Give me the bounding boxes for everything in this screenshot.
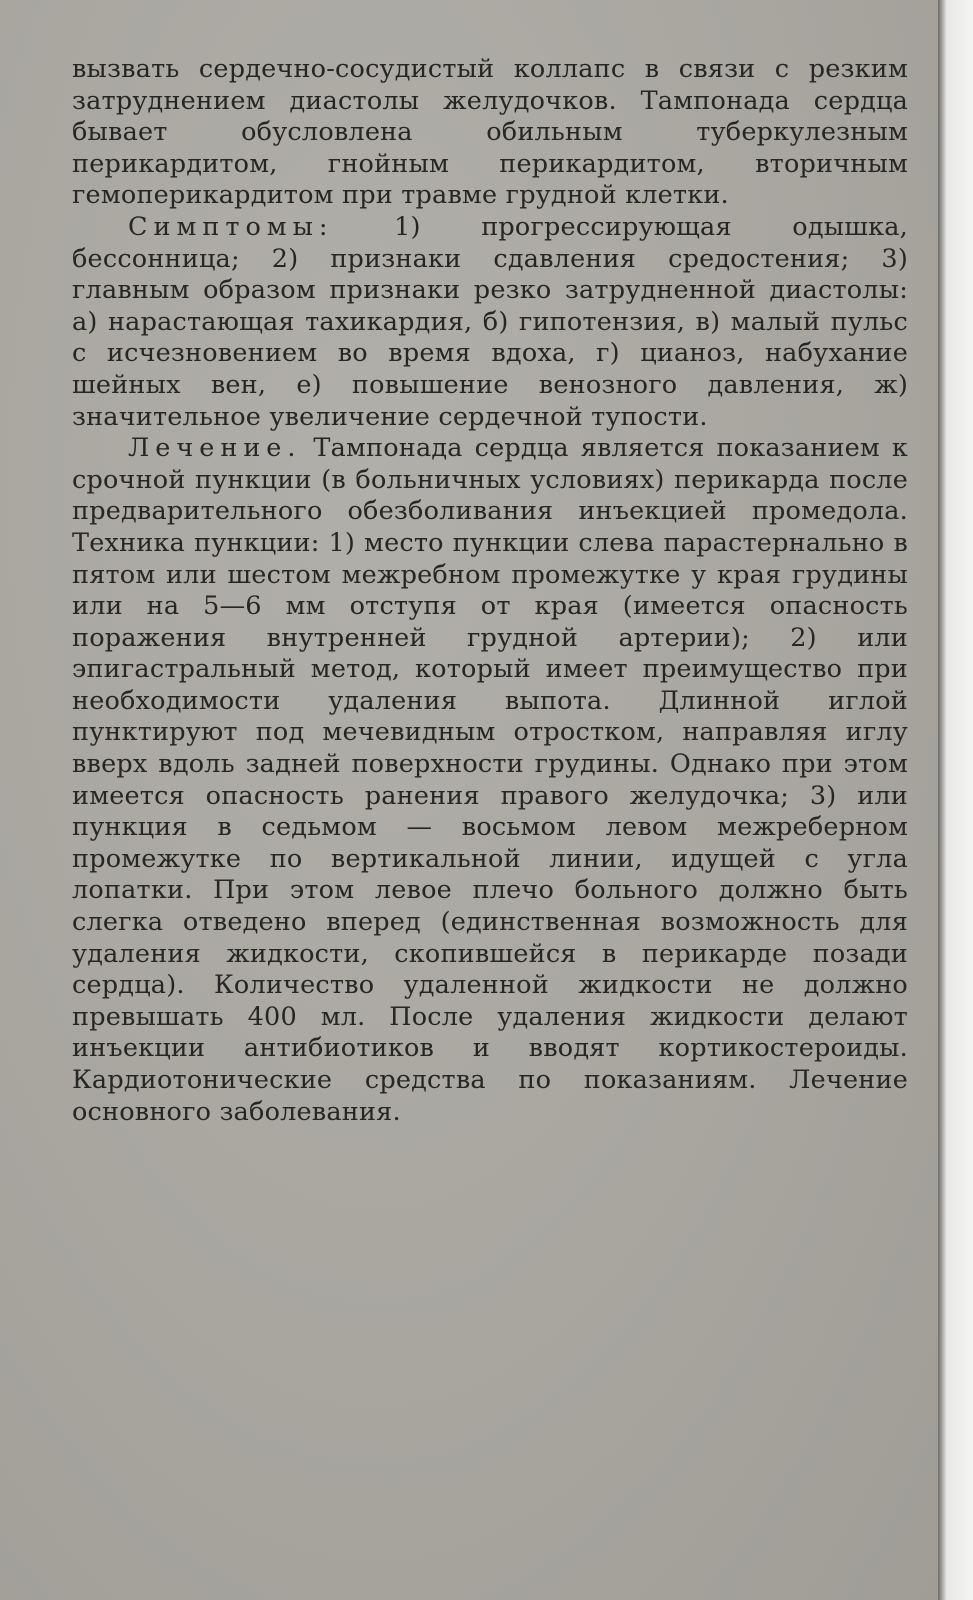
section-lead-treatment: Лечение. — [128, 433, 302, 464]
paragraph-continuation — [72, 54, 908, 212]
paragraph-symptoms — [72, 212, 908, 433]
paragraph-text: вызвать сердечно-сосудистый коллапс в связи с резким затруднением диастолы желудочков. Тампонада сердца бывает обусловлена обильным туберкулезным перикардитом, гнойным перикардитом, вторичным гемоперикардитом при травме грудной клетки. — [72, 54, 908, 211]
paragraph-treatment — [72, 433, 908, 1128]
page-edge — [938, 0, 973, 1600]
section-lead-symptoms: Симптомы: — [128, 211, 334, 242]
page-text — [72, 54, 908, 1128]
paragraph-text: Тампонада сердца является показанием к срочной пункции (в больничных условиях) перикарда после предварительного обезболивания инъекцией промедола. Техника пункции: 1) место пункции слева парастернально в пятом или шестом межребном промежутке у края грудины или на 5—6 мм отступя от края (имеется опасность поражения внутренней грудной артерии); 2) или эпигастральный метод, который имеет преимущество при необходимости удаления выпота. Длинной иглой пунктируют под мечевидным отростком, направляя иглу вверх вдоль задней поверхности грудины. Однако при этом имеется опасность ранения правого желудочка; 3) или пункция в седьмом — восьмом левом межреберном промежутке по вертикальной линии, идущей с угла лопатки. При этом левое плечо больного должно быть слегка отведено вперед (единственная возможность для удаления жидкости, скопившейся в перикарде позади сердца). Количество удаленной жидкости не должно превышать 400 мл. После удаления жидкости делают инъекции антибиотиков и вводят кортикостероиды. Кардиотонические средства по показаниям. Лечение основного заболевания. — [72, 433, 908, 1127]
paragraph-text: 1) прогрессирующая одышка, бессонница; 2) признаки сдавления средостения; 3) главным образом признаки резко затрудненной диастолы: а) нарастающая тахикардия, б) гипотензия, в) малый пульс с исчезновением во время вдоха, г) цианоз, набухание шейных вен, е) повышение венозного давления, ж) значительное увеличение сердечной тупости. — [72, 211, 908, 432]
